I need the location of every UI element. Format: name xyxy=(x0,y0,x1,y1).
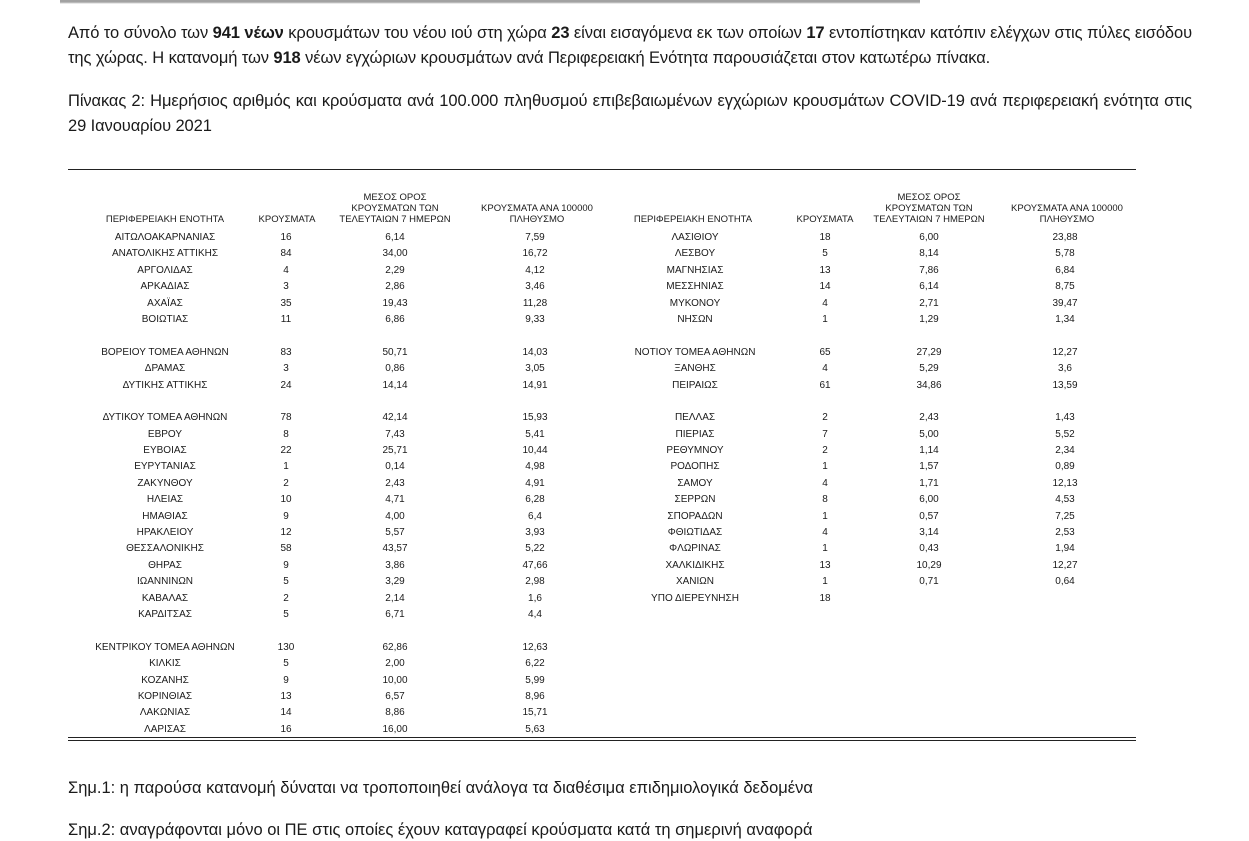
per100k-cell: 4,91 xyxy=(525,477,545,489)
left-per100k-column xyxy=(475,230,595,738)
avg7-cell: 43,57 xyxy=(382,543,408,555)
avg7-cell: 3,14 xyxy=(919,527,939,539)
region-cell: ΕΥΒΟΙΑΣ xyxy=(143,445,187,457)
region-cell: ΚΑΒΑΛΑΣ xyxy=(141,592,189,604)
region-cell: ΖΑΚΥΝΘΟΥ xyxy=(137,477,193,489)
per100k-cell: 4,12 xyxy=(525,264,545,276)
region-cell: ΛΑΡΙΣΑΣ xyxy=(144,723,186,735)
avg7-cell: 10,00 xyxy=(382,674,408,686)
cases-cell: 4 xyxy=(822,527,828,539)
right-avg7-column xyxy=(874,230,984,607)
per100k-cell: 0,64 xyxy=(1055,576,1075,588)
per100k-cell: 12,27 xyxy=(1052,346,1078,358)
per100k-cell xyxy=(1005,394,1125,410)
region-cell: ΙΩΑΝΝΙΝΩΝ xyxy=(136,576,194,588)
per100k-cell: 9,33 xyxy=(525,313,545,325)
avg7-cell: 3,86 xyxy=(385,559,405,571)
region-cell: ΘΕΣΣΑΛΟΝΙΚΗΣ xyxy=(126,543,204,555)
cases-cell: 14 xyxy=(280,707,292,719)
region-cell: ΑΡΓΟΛΙΔΑΣ xyxy=(137,264,193,276)
per100k-cell: 5,52 xyxy=(1055,428,1075,440)
per100k-cell: 4,98 xyxy=(525,461,545,473)
per100k-cell: 4,53 xyxy=(1055,494,1075,506)
per100k-cell: 47,66 xyxy=(522,559,548,571)
region-cell: ΣΑΜΟΥ xyxy=(677,477,713,489)
avg7-cell: 16,00 xyxy=(382,723,408,735)
cases-cell: 13 xyxy=(819,264,831,276)
region-cell xyxy=(80,394,250,410)
avg7-cell xyxy=(874,591,984,607)
avg7-cell: 2,14 xyxy=(385,592,405,604)
cases-cell: 2 xyxy=(283,592,289,604)
cases-cell: 5 xyxy=(283,608,289,620)
cases-cell: 8 xyxy=(822,494,828,506)
per100k-cell: 15,93 xyxy=(522,412,548,424)
per100k-cell: 13,59 xyxy=(1052,379,1078,391)
cases-cell: 1 xyxy=(822,543,828,555)
region-cell: ΚΕΝΤΡΙΚΟΥ ΤΟΜΕΑ ΑΘΗΝΩΝ xyxy=(95,641,235,653)
cases-cell: 65 xyxy=(819,346,831,358)
per100k-cell: 6,4 xyxy=(528,510,542,522)
cases-cell: 4 xyxy=(822,297,828,309)
avg7-cell: 6,71 xyxy=(385,608,405,620)
right-region-column xyxy=(610,230,780,607)
cases-cell xyxy=(795,328,855,344)
cases-cell xyxy=(256,394,316,410)
region-cell: ΜΥΚΟΝΟΥ xyxy=(669,297,721,309)
cases-cell: 8 xyxy=(283,428,289,440)
header-cases-right: ΚΡΟΥΣΜΑΤΑ xyxy=(796,214,854,225)
header-region-right: ΠΕΡΙΦΕΡΕΙΑΚΗ ΕΝΟΤΗΤΑ xyxy=(633,214,753,225)
region-cell: ΕΒΡΟΥ xyxy=(147,428,183,440)
cases-cell: 4 xyxy=(822,363,828,375)
note-1: Σημ.1: η παρούσα κατανομή δύναται να τροποποιηθεί ανάλογα τα διαθέσιμα επιδημιολογικά δεδομένα xyxy=(68,779,813,797)
intro-text: νέων εγχώριων κρουσμάτων ανά Περιφερειακή Ενότητα παρουσιάζεται στον κατωτέρω πίνακα. xyxy=(300,49,991,67)
cases-cell: 18 xyxy=(819,232,831,243)
cases-cell: 13 xyxy=(819,559,831,571)
intro-text: Από το σύνολο των xyxy=(68,24,213,42)
per100k-cell: 6,22 xyxy=(525,658,545,670)
region-cell: ΠΕΙΡΑΙΩΣ xyxy=(672,379,718,391)
per100k-cell: 4,4 xyxy=(528,608,542,620)
cases-cell: 14 xyxy=(819,281,831,293)
cases-cell: 5 xyxy=(822,248,828,260)
per100k-cell: 12,13 xyxy=(1052,477,1078,489)
cases-cell: 4 xyxy=(822,477,828,489)
avg7-cell: 6,14 xyxy=(919,281,939,293)
per100k-cell: 8,96 xyxy=(525,690,545,702)
per100k-cell: 3,93 xyxy=(525,527,545,539)
region-cell: ΦΘΙΩΤΙΔΑΣ xyxy=(667,527,723,539)
region-cell xyxy=(80,328,250,344)
avg7-cell: 2,00 xyxy=(385,658,405,670)
left-region-column xyxy=(80,230,250,738)
cases-cell: 1 xyxy=(283,461,289,473)
avg7-cell: 50,71 xyxy=(382,346,408,358)
per100k-cell: 0,89 xyxy=(1055,461,1075,473)
avg7-cell xyxy=(874,394,984,410)
region-cell: ΔΥΤΙΚΗΣ ΑΤΤΙΚΗΣ xyxy=(122,379,208,391)
avg7-cell: 5,00 xyxy=(919,428,939,440)
per100k-cell: 5,78 xyxy=(1055,248,1075,260)
cases-cell: 9 xyxy=(283,559,289,571)
avg7-cell: 8,86 xyxy=(385,707,405,719)
avg7-cell xyxy=(340,394,450,410)
region-cell: ΗΛΕΙΑΣ xyxy=(146,494,184,506)
per100k-cell: 39,47 xyxy=(1052,297,1078,309)
per100k-cell: 15,71 xyxy=(522,707,548,719)
per100k-cell: 3,6 xyxy=(1058,363,1072,375)
per100k-cell: 16,72 xyxy=(522,248,548,260)
avg7-cell: 4,00 xyxy=(385,510,405,522)
cases-cell: 2 xyxy=(822,445,828,457)
avg7-cell: 6,86 xyxy=(385,313,405,325)
avg7-cell: 6,00 xyxy=(919,232,939,243)
per100k-cell: 14,03 xyxy=(522,346,548,358)
avg7-cell: 10,29 xyxy=(916,559,942,571)
avg7-cell: 62,86 xyxy=(382,641,408,653)
per100k-cell: 2,53 xyxy=(1055,527,1075,539)
table-bottom-rule-2 xyxy=(68,740,1136,741)
avg7-cell: 7,43 xyxy=(385,428,405,440)
cases-cell: 13 xyxy=(280,690,292,702)
avg7-cell xyxy=(874,328,984,344)
intro-text: εντοπίστηκαν κατόπιν ελέγχων στις πύλες εισόδου της χώρας. Η κατανομή των xyxy=(68,24,1192,67)
avg7-cell: 8,14 xyxy=(919,248,939,260)
cases-cell: 2 xyxy=(283,477,289,489)
cases-cell: 9 xyxy=(283,674,289,686)
header-cases-left: ΚΡΟΥΣΜΑΤΑ xyxy=(258,214,316,225)
cases-cell: 12 xyxy=(280,527,292,539)
left-avg7-column xyxy=(340,230,450,738)
header-avg7-right: ΜΕΣΟΣ ΟΡΟΣ ΚΡΟΥΣΜΑΤΩΝ ΤΩΝ ΤΕΛΕΥΤΑΙΩΝ 7 ΗΜΕΡΩΝ xyxy=(873,192,985,225)
per100k-cell: 3,05 xyxy=(525,363,545,375)
avg7-cell: 6,00 xyxy=(919,494,939,506)
left-cases-column xyxy=(256,230,316,738)
cases-cell: 3 xyxy=(283,281,289,293)
region-cell: ΗΡΑΚΛΕΙΟΥ xyxy=(136,527,194,539)
region-cell: ΡΟΔΟΠΗΣ xyxy=(670,461,720,473)
cases-cell: 5 xyxy=(283,576,289,588)
intro-paragraph xyxy=(68,21,1192,71)
region-cell: ΛΕΣΒΟΥ xyxy=(674,248,716,260)
avg7-cell: 6,57 xyxy=(385,690,405,702)
cropped-text-remnant xyxy=(60,0,920,6)
per100k-cell: 5,99 xyxy=(525,674,545,686)
avg7-cell: 27,29 xyxy=(916,346,942,358)
region-cell: ΚΟΖΑΝΗΣ xyxy=(141,674,189,686)
region-cell: ΑΝΑΤΟΛΙΚΗΣ ΑΤΤΙΚΗΣ xyxy=(111,248,219,260)
per100k-cell: 5,41 xyxy=(525,428,545,440)
per100k-cell: 7,59 xyxy=(525,232,545,243)
region-cell: ΘΗΡΑΣ xyxy=(148,559,182,571)
cases-cell: 7 xyxy=(822,428,828,440)
note-2: Σημ.2: αναγράφονται μόνο οι ΠΕ στις οποίες έχουν καταγραφεί κρούσματα κατά τη σημερινή αναφορά xyxy=(68,821,813,839)
table-caption: Πίνακας 2: Ημερήσιος αριθμός και κρούσματα ανά 100.000 πληθυσμού επιβεβαιωμένων εγχώριων κρουσμάτων COVID-19 ανά περιφερειακή ενότητα στις 29 Ιανουαρίου 2021 xyxy=(68,92,1192,135)
per100k-cell: 2,34 xyxy=(1055,445,1075,457)
avg7-cell: 5,57 xyxy=(385,527,405,539)
cases-cell xyxy=(256,328,316,344)
cases-cell: 1 xyxy=(822,313,828,325)
avg7-cell: 2,29 xyxy=(385,264,405,276)
avg7-cell: 34,86 xyxy=(916,379,942,391)
avg7-cell: 2,43 xyxy=(385,477,405,489)
cases-cell xyxy=(256,623,316,639)
cases-cell: 18 xyxy=(819,592,831,604)
per100k-cell: 7,25 xyxy=(1055,510,1075,522)
intro-bold: 17 xyxy=(806,24,825,42)
per100k-cell xyxy=(1005,591,1125,607)
region-cell: ΚΙΛΚΙΣ xyxy=(149,658,181,670)
cases-cell: 4 xyxy=(283,264,289,276)
avg7-cell: 19,43 xyxy=(382,297,408,309)
header-per100k-left: ΚΡΟΥΣΜΑΤΑ ΑΝΑ 100000 ΠΛΗΘΥΣΜΟ xyxy=(481,203,593,225)
right-cases-column xyxy=(795,230,855,607)
header-per100k-right: ΚΡΟΥΣΜΑΤΑ ΑΝΑ 100000 ΠΛΗΘΥΣΜΟ xyxy=(1011,203,1123,225)
per100k-cell: 1,34 xyxy=(1055,313,1075,325)
intro-bold: 23 xyxy=(551,24,570,42)
cases-cell: 11 xyxy=(280,313,292,325)
per100k-cell: 8,75 xyxy=(1055,281,1075,293)
avg7-cell: 1,14 xyxy=(919,445,939,457)
region-cell: ΡΕΘΥΜΝΟΥ xyxy=(666,445,724,457)
region-cell: ΗΜΑΘΙΑΣ xyxy=(142,510,188,522)
per100k-cell: 6,28 xyxy=(525,494,545,506)
avg7-cell: 1,29 xyxy=(919,313,939,325)
region-cell: ΛΑΣΙΘΙΟΥ xyxy=(671,232,719,243)
cases-cell: 16 xyxy=(280,723,292,735)
region-cell: ΠΙΕΡΙΑΣ xyxy=(675,428,715,440)
header-avg7-left: ΜΕΣΟΣ ΟΡΟΣ ΚΡΟΥΣΜΑΤΩΝ ΤΩΝ ΤΕΛΕΥΤΑΙΩΝ 7 ΗΜΕΡΩΝ xyxy=(339,192,451,225)
cases-cell: 83 xyxy=(280,346,292,358)
region-cell: ΜΑΓΝΗΣΙΑΣ xyxy=(666,264,724,276)
avg7-cell: 14,14 xyxy=(382,379,408,391)
region-cell: ΣΠΟΡΑΔΩΝ xyxy=(667,510,723,522)
region-cell: ΔΥΤΙΚΟΥ ΤΟΜΕΑ ΑΘΗΝΩΝ xyxy=(102,412,228,424)
region-cell: ΣΕΡΡΩΝ xyxy=(674,494,716,506)
cases-cell: 16 xyxy=(280,232,292,243)
region-cell: ΧΑΝΙΩΝ xyxy=(675,576,715,588)
cases-cell: 2 xyxy=(822,412,828,424)
region-cell: ΒΟΙΩΤΙΑΣ xyxy=(141,313,189,325)
avg7-cell: 0,14 xyxy=(385,461,405,473)
avg7-cell: 0,71 xyxy=(919,576,939,588)
cases-cell: 84 xyxy=(280,248,292,260)
avg7-cell: 1,57 xyxy=(919,461,939,473)
right-per100k-column xyxy=(1005,230,1125,607)
cases-cell: 10 xyxy=(280,494,292,506)
avg7-cell: 3,29 xyxy=(385,576,405,588)
avg7-cell: 34,00 xyxy=(382,248,408,260)
per100k-cell: 5,63 xyxy=(525,723,545,735)
per100k-cell xyxy=(475,328,595,344)
avg7-cell: 5,29 xyxy=(919,363,939,375)
region-cell: ΜΕΣΣΗΝΙΑΣ xyxy=(666,281,724,293)
cases-cell: 130 xyxy=(277,641,295,653)
avg7-cell: 2,71 xyxy=(919,297,939,309)
per100k-cell: 23,88 xyxy=(1052,232,1078,243)
avg7-cell: 25,71 xyxy=(382,445,408,457)
header-region-left: ΠΕΡΙΦΕΡΕΙΑΚΗ ΕΝΟΤΗΤΑ xyxy=(105,214,225,225)
region-cell: ΝΗΣΩΝ xyxy=(677,313,713,325)
avg7-cell: 0,86 xyxy=(385,363,405,375)
per100k-cell xyxy=(475,394,595,410)
region-cell: ΔΡΑΜΑΣ xyxy=(144,363,186,375)
intro-text: κρουσμάτων του νέου ιού στη χώρα xyxy=(283,24,552,42)
table-bottom-rule xyxy=(68,737,1136,738)
per100k-cell: 6,84 xyxy=(1055,264,1075,276)
avg7-cell: 42,14 xyxy=(382,412,408,424)
per100k-cell: 1,94 xyxy=(1055,543,1075,555)
region-cell: ΛΑΚΩΝΙΑΣ xyxy=(139,707,191,719)
intro-bold: 918 xyxy=(273,49,301,67)
cases-cell: 58 xyxy=(280,543,292,555)
per100k-cell: 12,63 xyxy=(522,641,548,653)
region-cell: ΚΟΡΙΝΘΙΑΣ xyxy=(137,690,193,702)
cases-cell: 24 xyxy=(280,379,292,391)
cases-cell: 35 xyxy=(280,297,292,309)
region-cell: ΧΑΛΚΙΔΙΚΗΣ xyxy=(665,559,725,571)
avg7-cell xyxy=(340,328,450,344)
cases-cell: 1 xyxy=(822,461,828,473)
cases-cell: 5 xyxy=(283,658,289,670)
per100k-cell: 10,44 xyxy=(522,445,548,457)
avg7-cell: 1,71 xyxy=(919,477,939,489)
avg7-cell: 4,71 xyxy=(385,494,405,506)
region-cell: ΑΙΤΩΛΟΑΚΑΡΝΑΝΙΑΣ xyxy=(114,232,216,243)
per100k-cell: 14,91 xyxy=(522,379,548,391)
per100k-cell xyxy=(475,623,595,639)
region-cell xyxy=(80,623,250,639)
region-cell: ΕΥΡΥΤΑΝΙΑΣ xyxy=(134,461,196,473)
per100k-cell: 1,6 xyxy=(528,592,542,604)
region-cell: ΠΕΛΛΑΣ xyxy=(674,412,716,424)
per100k-cell xyxy=(1005,328,1125,344)
region-cell: ΞΑΝΘΗΣ xyxy=(674,363,716,375)
avg7-cell: 2,43 xyxy=(919,412,939,424)
avg7-cell xyxy=(340,623,450,639)
cases-cell: 3 xyxy=(283,363,289,375)
region-cell: ΑΧΑΪΑΣ xyxy=(147,297,183,309)
avg7-cell: 0,43 xyxy=(919,543,939,555)
avg7-cell: 0,57 xyxy=(919,510,939,522)
cases-cell: 22 xyxy=(280,445,292,457)
cases-cell: 9 xyxy=(283,510,289,522)
table-top-rule xyxy=(68,169,1136,170)
avg7-cell: 6,14 xyxy=(385,232,405,243)
region-cell: ΝΟΤΙΟΥ ΤΟΜΕΑ ΑΘΗΝΩΝ xyxy=(634,346,756,358)
region-cell: ΑΡΚΑΔΙΑΣ xyxy=(140,281,190,293)
intro-bold: 941 νέων xyxy=(212,24,284,42)
intro-text: είναι εισαγόμενα εκ των οποίων xyxy=(569,24,807,42)
region-cell xyxy=(610,328,780,344)
cases-cell: 1 xyxy=(822,510,828,522)
per100k-cell: 11,28 xyxy=(522,297,548,309)
cases-cell: 1 xyxy=(822,576,828,588)
per100k-cell: 1,43 xyxy=(1055,412,1075,424)
avg7-cell: 7,86 xyxy=(919,264,939,276)
per100k-cell: 12,27 xyxy=(1052,559,1078,571)
cases-cell: 78 xyxy=(280,412,292,424)
region-cell xyxy=(610,394,780,410)
per100k-cell: 3,46 xyxy=(525,281,545,293)
region-cell: ΚΑΡΔΙΤΣΑΣ xyxy=(138,608,192,620)
region-cell: ΥΠΟ ΔΙΕΡΕΥΝΗΣΗ xyxy=(651,592,739,604)
per100k-cell: 5,22 xyxy=(525,543,545,555)
region-cell: ΒΟΡΕΙΟΥ ΤΟΜΕΑ ΑΘΗΝΩΝ xyxy=(101,346,229,358)
region-cell: ΦΛΩΡΙΝΑΣ xyxy=(669,543,721,555)
cases-cell: 61 xyxy=(819,379,831,391)
cases-cell xyxy=(795,394,855,410)
avg7-cell: 2,86 xyxy=(385,281,405,293)
per100k-cell: 2,98 xyxy=(525,576,545,588)
